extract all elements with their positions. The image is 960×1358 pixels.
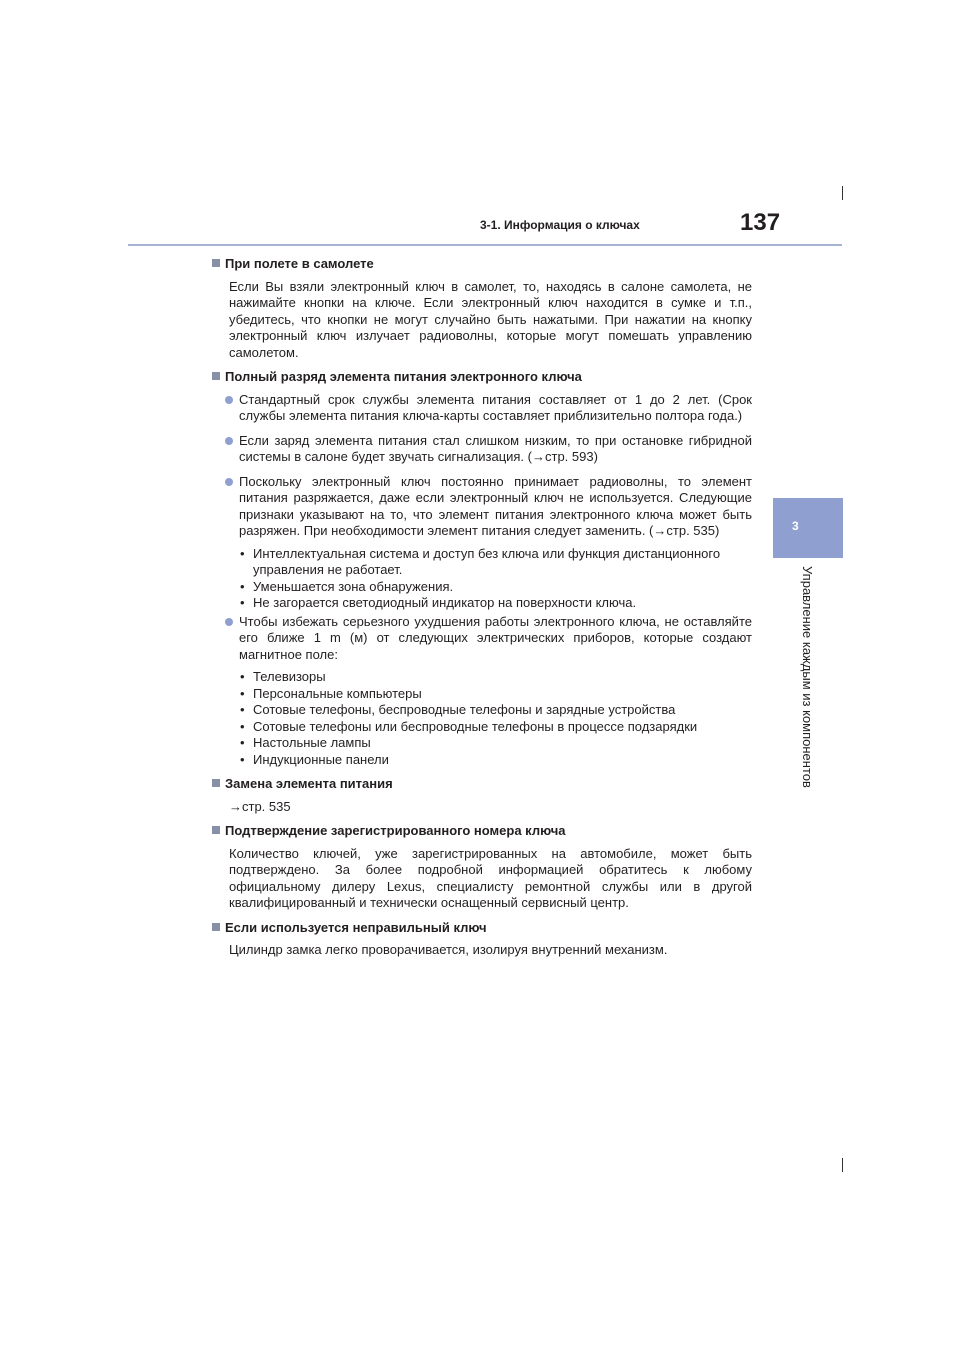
section-heading: При полете в самолете <box>212 256 752 273</box>
bullet-item: Стандартный срок службы элемента питания составляет от 1 до 2 лет. (Срок службы элемента питания ключа-карты составляет приблизительно полтора года.) <box>239 392 752 425</box>
chapter-number: 3 <box>792 519 799 533</box>
square-bullet-icon <box>212 372 220 380</box>
chapter-tab <box>773 498 843 558</box>
list-item: • Интеллектуальная система и доступ без ключа или функция дистанционного управления не работает. <box>239 546 752 579</box>
list-item: • Сотовые телефоны или беспроводные телефоны в процессе подзарядки <box>239 719 752 736</box>
square-bullet-icon <box>212 779 220 787</box>
list-item: • Настольные лампы <box>239 735 752 752</box>
circle-bullet-icon <box>225 618 233 626</box>
square-bullet-icon <box>212 826 220 834</box>
chapter-title: Управление каждым из компонентов <box>800 566 815 788</box>
list-item: • Телевизоры <box>239 669 752 686</box>
square-bullet-icon <box>212 923 220 931</box>
list-item: • Уменьшается зона обнаружения. <box>239 579 752 596</box>
bullet-item: Чтобы избежать серьезного ухудшения работы электронного ключа, не оставляйте его ближе 1 m (м) от следующих электрических приборов, которые создают магнитное поле: <box>239 614 752 664</box>
header-divider <box>128 244 842 246</box>
paragraph: Если Вы взяли электронный ключ в самолет, то, находясь в салоне самолета, не нажимайте кнопки на ключе. Если электронный ключ находится в сумке и т.п., убедитесь, что кнопки не могут случайно быть нажатыми. При нажатии на кнопку электронный ключ излучает радиоволны, которые могут помешать управлению самолетом. <box>229 278 752 360</box>
circle-bullet-icon <box>225 437 233 445</box>
page-reference: →стр. 535 <box>229 798 291 814</box>
device-list <box>239 669 752 768</box>
section-heading: Если используется неправильный ключ <box>212 920 752 937</box>
list-item: • Персональные компьютеры <box>239 686 752 703</box>
section-heading: Полный разряд элемента питания электронного ключа <box>212 369 752 386</box>
circle-bullet-icon <box>225 396 233 404</box>
page-content <box>212 256 752 967</box>
chapter-title-vertical <box>800 566 814 806</box>
bullet-item: Если заряд элемента питания стал слишком низким, то при остановке гибридной системы в салоне будет звучать сигнализация. (→стр. 593) <box>239 433 752 466</box>
crop-mark-top <box>842 186 843 200</box>
list-item: • Не загорается светодиодный индикатор на поверхности ключа. <box>239 595 752 612</box>
page-number: 137 <box>740 209 781 236</box>
paragraph: Цилиндр замка легко проворачивается, изолируя внутренний механизм. <box>229 942 668 957</box>
crop-mark-bottom <box>842 1158 843 1172</box>
bullet-item: Поскольку электронный ключ постоянно принимает радиоволны, то элемент питания разряжается, даже если электронный ключ не используется. Следующие признаки указывают на то, что элемент питания электронного ключа может быть разряжен. При необходимости элемент питания следует заменить. (→стр. 535) <box>239 474 752 540</box>
list-item: • Индукционные панели <box>239 752 752 769</box>
paragraph: Количество ключей, уже зарегистрированных на автомобиле, может быть подтверждено. За более подробной информацией обратитесь к любому официальному дилеру Lexus, специалисту ремонтной службы или в другой квалифицированный и технически оснащенный сервисный центр. <box>229 845 752 910</box>
list-item: • Сотовые телефоны, беспроводные телефоны и зарядные устройства <box>239 702 752 719</box>
section-heading: Подтверждение зарегистрированного номера ключа <box>212 823 752 840</box>
square-bullet-icon <box>212 259 220 267</box>
section-heading: Замена элемента питания <box>212 776 752 793</box>
circle-bullet-icon <box>225 478 233 486</box>
section-header: 3-1. Информация о ключах <box>480 218 640 232</box>
symptom-list <box>239 546 752 612</box>
